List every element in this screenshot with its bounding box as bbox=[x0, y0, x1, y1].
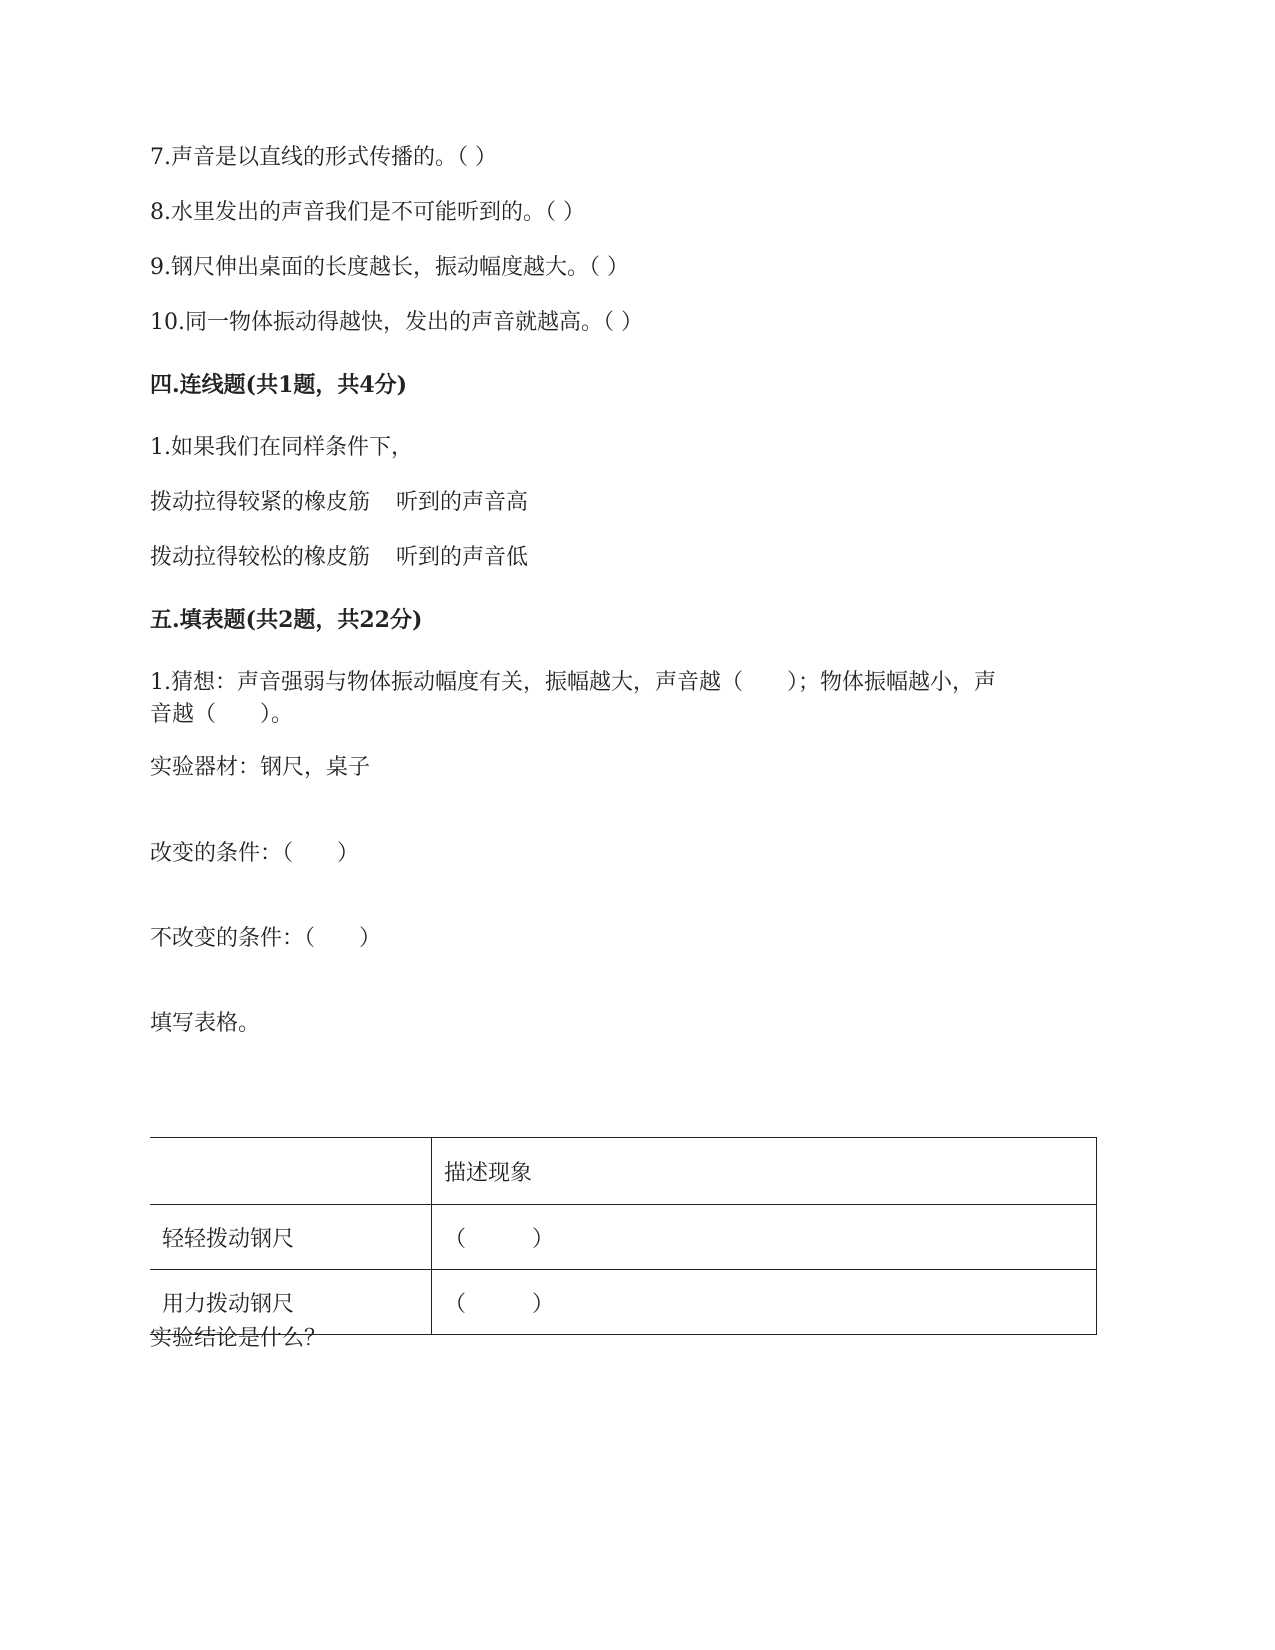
judgement-item-10: 10.同一物体振动得越快，发出的声音就越高。（ ） bbox=[150, 310, 643, 335]
observation-table bbox=[150, 1137, 1097, 1335]
changed-condition: 改变的条件：（ ） bbox=[150, 841, 360, 866]
experiment-materials: 实验器材：钢尺，桌子 bbox=[150, 755, 371, 780]
section-heading-matching: 四.连线题(共1题，共4分) bbox=[150, 372, 408, 398]
table-header-cell-2: 描述现象 bbox=[432, 1138, 1097, 1205]
conclusion-question: 实验结论是什么？ bbox=[150, 1326, 327, 1351]
matching-right-2: 听到的声音低 bbox=[396, 545, 529, 570]
table-answer-blank[interactable]: （ ） bbox=[432, 1205, 1097, 1270]
table-row-label: 用力拨动钢尺 bbox=[150, 1270, 432, 1335]
matching-left-2: 拨动拉得较松的橡皮筋 bbox=[150, 545, 371, 570]
table-header-cell-1 bbox=[150, 1138, 432, 1205]
fill-table-instruction: 填写表格。 bbox=[150, 1011, 261, 1036]
table-row-label: 轻轻拨动钢尺 bbox=[150, 1205, 432, 1270]
judgement-item-9: 9.钢尺伸出桌面的长度越长，振动幅度越大。（ ） bbox=[150, 255, 629, 280]
table-header-row bbox=[150, 1138, 1097, 1205]
judgement-item-8: 8.水里发出的声音我们是不可能听到的。（ ） bbox=[150, 200, 585, 225]
table-row bbox=[150, 1205, 1097, 1270]
matching-right-1: 听到的声音高 bbox=[396, 490, 529, 515]
unchanged-condition: 不改变的条件：（ ） bbox=[150, 926, 382, 951]
guess-question-line-2: 音越（ ）。 bbox=[150, 702, 294, 727]
guess-question-line-1: 1.猜想：声音强弱与物体振动幅度有关，振幅越大，声音越（ ）；物体振幅越小，声 bbox=[150, 670, 996, 695]
matching-pair-2 bbox=[150, 542, 528, 574]
matching-pair-1 bbox=[150, 487, 528, 519]
judgement-item-7: 7.声音是以直线的形式传播的。（ ） bbox=[150, 145, 497, 170]
table-answer-blank[interactable]: （ ） bbox=[432, 1270, 1097, 1335]
section-heading-table: 五.填表题(共2题，共22分) bbox=[150, 607, 423, 633]
matching-left-1: 拨动拉得较紧的橡皮筋 bbox=[150, 490, 371, 515]
matching-question: 1.如果我们在同样条件下， bbox=[150, 435, 413, 460]
